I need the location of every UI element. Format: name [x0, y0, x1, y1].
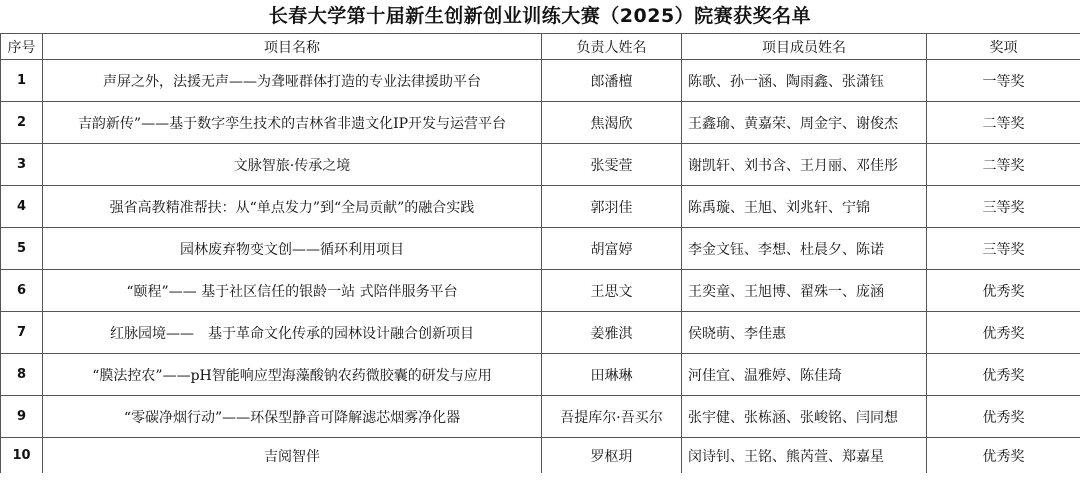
leader-name: 焦渴欣	[542, 102, 682, 144]
row-number: 5	[1, 228, 43, 270]
col-header-members: 项目成员姓名	[682, 34, 927, 60]
col-header-leader: 负责人姓名	[542, 34, 682, 60]
member-names: 谢凯轩、刘书含、王月丽、邓佳彤	[682, 144, 927, 186]
col-header-award: 奖项	[927, 34, 1080, 60]
project-name: 强省高教精准帮扶：从“单点发力”到“全局贡献”的融合实践	[43, 186, 542, 228]
project-name: 吉韵新传”——基于数字孪生技术的吉林省非遗文化IP开发与运营平台	[43, 102, 542, 144]
award-level: 优秀奖	[927, 270, 1080, 312]
project-name: 文脉智旅·传承之境	[43, 144, 542, 186]
col-header-project: 项目名称	[43, 34, 542, 60]
row-number: 10	[1, 438, 43, 474]
leader-name: 姜雅淇	[542, 312, 682, 354]
award-level: 二等奖	[927, 144, 1080, 186]
member-names: 闵诗钊、王铭、熊芮萱、郑嘉星	[682, 438, 927, 474]
row-number: 9	[1, 396, 43, 438]
award-level: 优秀奖	[927, 438, 1080, 474]
row-number: 6	[1, 270, 43, 312]
leader-name: 吾提库尔·吾买尔	[542, 396, 682, 438]
member-names: 陈歌、孙一涵、陶雨鑫、张潇钰	[682, 60, 927, 102]
table-row	[1, 228, 1080, 270]
award-level: 三等奖	[927, 186, 1080, 228]
award-level: 一等奖	[927, 60, 1080, 102]
member-names: 李金文钰、李想、杜晨夕、陈诺	[682, 228, 927, 270]
row-number: 7	[1, 312, 43, 354]
award-table	[0, 33, 1080, 473]
header-row	[1, 34, 1080, 60]
project-name: “颐程”—— 基于社区信任的银龄一站 式陪伴服务平台	[43, 270, 542, 312]
col-header-no: 序号	[1, 34, 43, 60]
table-row	[1, 270, 1080, 312]
leader-name: 张雯萱	[542, 144, 682, 186]
row-number: 4	[1, 186, 43, 228]
table-row	[1, 144, 1080, 186]
table-row	[1, 438, 1080, 474]
member-names: 张宇健、张栋涵、张峻铭、闫同想	[682, 396, 927, 438]
project-name: 园林废弃物变文创——循环利用项目	[43, 228, 542, 270]
leader-name: 郭羽佳	[542, 186, 682, 228]
award-level: 优秀奖	[927, 354, 1080, 396]
table-row	[1, 186, 1080, 228]
table-row	[1, 354, 1080, 396]
member-names: 侯晓萌、李佳惠	[682, 312, 927, 354]
row-number: 3	[1, 144, 43, 186]
member-names: 河佳宜、温雅婷、陈佳琦	[682, 354, 927, 396]
leader-name: 胡富婷	[542, 228, 682, 270]
leader-name: 王思文	[542, 270, 682, 312]
leader-name: 田琳琳	[542, 354, 682, 396]
leader-name: 郎潘檀	[542, 60, 682, 102]
page-title: 长春大学第十届新生创新创业训练大赛（2025）院赛获奖名单	[268, 5, 812, 27]
member-names: 王鑫瑜、黄嘉荣、周金宇、谢俊杰	[682, 102, 927, 144]
table-row	[1, 102, 1080, 144]
member-names: 王奕童、王旭博、翟殊一、庞涵	[682, 270, 927, 312]
table-row	[1, 396, 1080, 438]
award-level: 优秀奖	[927, 312, 1080, 354]
project-name: “膜法控农”——pH智能响应型海藻酸钠农药微胶囊的研发与应用	[43, 354, 542, 396]
project-name: “零碳净烟行动”——环保型静音可降解滤芯烟雾净化器	[43, 396, 542, 438]
project-name: 红脉园境—— 基于革命文化传承的园林设计融合创新项目	[43, 312, 542, 354]
award-level: 三等奖	[927, 228, 1080, 270]
row-number: 1	[1, 60, 43, 102]
row-number: 2	[1, 102, 43, 144]
leader-name: 罗枢玥	[542, 438, 682, 474]
row-number: 8	[1, 354, 43, 396]
award-level: 二等奖	[927, 102, 1080, 144]
project-name: 吉阅智伴	[43, 438, 542, 474]
award-level: 优秀奖	[927, 396, 1080, 438]
table-row	[1, 312, 1080, 354]
table-row	[1, 60, 1080, 102]
member-names: 陈禹璇、王旭、刘兆轩、宁锦	[682, 186, 927, 228]
project-name: 声屏之外，法援无声——为聋哑群体打造的专业法律援助平台	[43, 60, 542, 102]
